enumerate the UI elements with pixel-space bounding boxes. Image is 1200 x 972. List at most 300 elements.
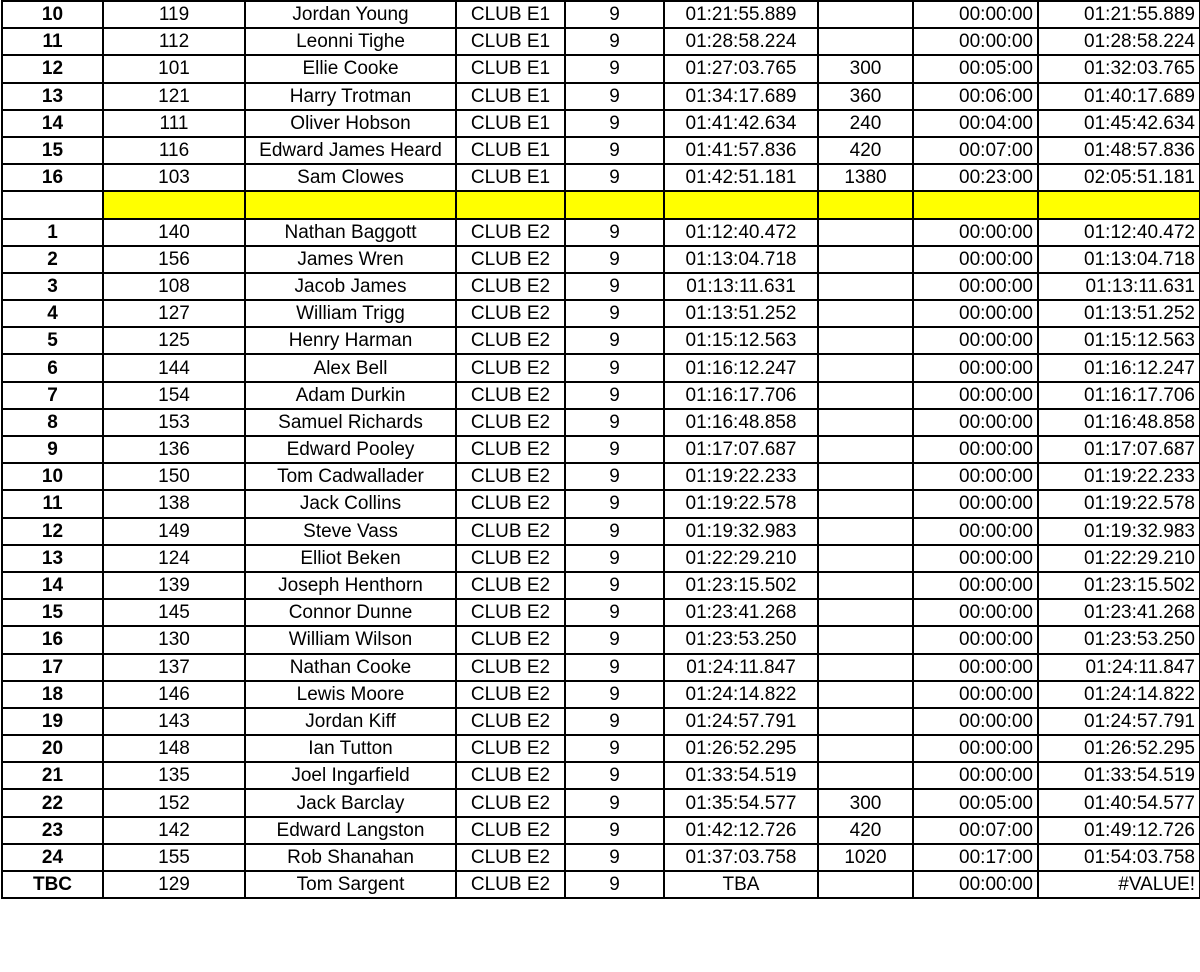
penalty-seconds-cell[interactable]: 1380 — [818, 164, 913, 191]
laps-cell[interactable]: 9 — [565, 626, 664, 653]
club-cell[interactable]: CLUB E2 — [456, 300, 565, 327]
race-number-cell[interactable]: 130 — [103, 626, 245, 653]
rider-name-cell[interactable]: Elliot Beken — [245, 545, 456, 572]
table-row — [2, 545, 1200, 572]
penalty-seconds-cell[interactable]: 420 — [818, 137, 913, 164]
final-time-cell[interactable]: 01:26:52.295 — [1038, 735, 1200, 762]
laps-cell[interactable]: 9 — [565, 844, 664, 871]
club-cell[interactable]: CLUB E2 — [456, 599, 565, 626]
race-number-cell[interactable]: 112 — [103, 28, 245, 55]
club-cell[interactable]: CLUB E2 — [456, 219, 565, 246]
race-number-cell[interactable]: 125 — [103, 327, 245, 354]
laps-cell[interactable]: 9 — [565, 463, 664, 490]
race-time-cell[interactable]: 01:23:53.250 — [664, 626, 818, 653]
final-time-cell[interactable]: 01:15:12.563 — [1038, 327, 1200, 354]
position-cell[interactable]: 15 — [2, 137, 103, 164]
position-cell[interactable]: 12 — [2, 55, 103, 82]
penalty-time-cell[interactable]: 00:00:00 — [913, 599, 1038, 626]
position-cell[interactable]: 14 — [2, 572, 103, 599]
race-number-cell[interactable]: 124 — [103, 545, 245, 572]
penalty-seconds-cell[interactable]: 360 — [818, 83, 913, 110]
race-time-cell[interactable]: 01:22:29.210 — [664, 545, 818, 572]
laps-cell[interactable]: 9 — [565, 490, 664, 517]
penalty-time-cell[interactable]: 00:00:00 — [913, 1, 1038, 28]
race-number-cell[interactable]: 103 — [103, 164, 245, 191]
penalty-time-cell[interactable]: 00:00:00 — [913, 246, 1038, 273]
club-cell[interactable]: CLUB E2 — [456, 382, 565, 409]
race-number-cell[interactable]: 142 — [103, 817, 245, 844]
club-cell[interactable]: CLUB E2 — [456, 708, 565, 735]
penalty-seconds-cell[interactable] — [818, 681, 913, 708]
penalty-time-cell[interactable]: 00:05:00 — [913, 55, 1038, 82]
penalty-time-cell[interactable]: 00:17:00 — [913, 844, 1038, 871]
penalty-seconds-cell[interactable] — [818, 300, 913, 327]
race-number-cell[interactable]: 143 — [103, 708, 245, 735]
final-time-cell[interactable]: 01:16:17.706 — [1038, 382, 1200, 409]
race-number-cell[interactable]: 121 — [103, 83, 245, 110]
penalty-time-cell[interactable]: 00:00:00 — [913, 871, 1038, 898]
rider-name-cell[interactable]: Henry Harman — [245, 327, 456, 354]
laps-cell[interactable]: 9 — [565, 83, 664, 110]
laps-cell[interactable]: 9 — [565, 137, 664, 164]
club-cell[interactable]: CLUB E1 — [456, 137, 565, 164]
race-time-cell[interactable]: 01:16:17.706 — [664, 382, 818, 409]
final-time-cell[interactable]: 01:19:32.983 — [1038, 518, 1200, 545]
position-cell[interactable]: 12 — [2, 518, 103, 545]
final-time-cell[interactable]: 01:23:41.268 — [1038, 599, 1200, 626]
penalty-seconds-cell[interactable] — [818, 436, 913, 463]
rider-name-cell[interactable]: Adam Durkin — [245, 382, 456, 409]
penalty-seconds-cell[interactable] — [818, 219, 913, 246]
rider-name-cell[interactable]: Jordan Kiff — [245, 708, 456, 735]
penalty-seconds-cell[interactable] — [818, 28, 913, 55]
penalty-time-cell[interactable]: 00:00:00 — [913, 518, 1038, 545]
penalty-time-cell[interactable]: 00:00:00 — [913, 708, 1038, 735]
position-cell[interactable]: 6 — [2, 354, 103, 381]
position-cell[interactable]: 1 — [2, 219, 103, 246]
race-time-cell[interactable]: 01:42:12.726 — [664, 817, 818, 844]
position-cell[interactable]: 16 — [2, 626, 103, 653]
race-number-cell[interactable]: 154 — [103, 382, 245, 409]
laps-cell[interactable]: 9 — [565, 436, 664, 463]
race-number-cell[interactable]: 136 — [103, 436, 245, 463]
final-time-cell[interactable]: 01:16:48.858 — [1038, 409, 1200, 436]
penalty-seconds-cell[interactable] — [818, 545, 913, 572]
club-cell[interactable]: CLUB E1 — [456, 1, 565, 28]
race-time-cell[interactable]: 01:16:12.247 — [664, 354, 818, 381]
club-cell[interactable]: CLUB E2 — [456, 871, 565, 898]
laps-cell[interactable]: 9 — [565, 219, 664, 246]
club-cell[interactable]: CLUB E2 — [456, 545, 565, 572]
penalty-time-cell[interactable]: 00:00:00 — [913, 436, 1038, 463]
final-time-cell[interactable]: 01:17:07.687 — [1038, 436, 1200, 463]
rider-name-cell[interactable]: James Wren — [245, 246, 456, 273]
race-time-cell[interactable]: 01:19:32.983 — [664, 518, 818, 545]
race-number-cell[interactable]: 149 — [103, 518, 245, 545]
position-cell[interactable]: 13 — [2, 83, 103, 110]
race-time-cell[interactable]: 01:42:51.181 — [664, 164, 818, 191]
race-time-cell[interactable]: 01:21:55.889 — [664, 1, 818, 28]
club-cell[interactable]: CLUB E2 — [456, 409, 565, 436]
club-cell[interactable]: CLUB E2 — [456, 654, 565, 681]
position-cell[interactable]: 21 — [2, 762, 103, 789]
separator-cell[interactable] — [456, 191, 565, 218]
penalty-time-cell[interactable]: 00:04:00 — [913, 110, 1038, 137]
rider-name-cell[interactable]: Lewis Moore — [245, 681, 456, 708]
penalty-time-cell[interactable]: 00:06:00 — [913, 83, 1038, 110]
penalty-time-cell[interactable]: 00:00:00 — [913, 219, 1038, 246]
position-cell[interactable]: 8 — [2, 409, 103, 436]
race-time-cell[interactable]: 01:13:51.252 — [664, 300, 818, 327]
race-time-cell[interactable]: 01:33:54.519 — [664, 762, 818, 789]
final-time-cell[interactable]: 01:45:42.634 — [1038, 110, 1200, 137]
laps-cell[interactable]: 9 — [565, 1, 664, 28]
rider-name-cell[interactable]: Tom Cadwallader — [245, 463, 456, 490]
club-cell[interactable]: CLUB E2 — [456, 681, 565, 708]
final-time-cell[interactable]: 02:05:51.181 — [1038, 164, 1200, 191]
club-cell[interactable]: CLUB E2 — [456, 246, 565, 273]
penalty-seconds-cell[interactable] — [818, 327, 913, 354]
penalty-time-cell[interactable]: 00:00:00 — [913, 300, 1038, 327]
final-time-cell[interactable]: 01:24:57.791 — [1038, 708, 1200, 735]
club-cell[interactable]: CLUB E2 — [456, 273, 565, 300]
final-time-cell[interactable]: 01:40:17.689 — [1038, 83, 1200, 110]
race-number-cell[interactable]: 146 — [103, 681, 245, 708]
rider-name-cell[interactable]: Ian Tutton — [245, 735, 456, 762]
penalty-seconds-cell[interactable] — [818, 762, 913, 789]
final-time-cell[interactable]: 01:23:53.250 — [1038, 626, 1200, 653]
position-cell[interactable]: 11 — [2, 28, 103, 55]
penalty-seconds-cell[interactable] — [818, 735, 913, 762]
table-row — [2, 871, 1200, 898]
final-time-cell[interactable]: 01:24:14.822 — [1038, 681, 1200, 708]
final-time-cell[interactable]: 01:22:29.210 — [1038, 545, 1200, 572]
club-cell[interactable]: CLUB E1 — [456, 55, 565, 82]
laps-cell[interactable]: 9 — [565, 273, 664, 300]
position-cell[interactable]: 24 — [2, 844, 103, 871]
race-number-cell[interactable]: 116 — [103, 137, 245, 164]
rider-name-cell[interactable]: Nathan Cooke — [245, 654, 456, 681]
penalty-time-cell[interactable]: 00:07:00 — [913, 137, 1038, 164]
club-cell[interactable]: CLUB E2 — [456, 762, 565, 789]
laps-cell[interactable]: 9 — [565, 871, 664, 898]
club-cell[interactable]: CLUB E1 — [456, 83, 565, 110]
club-cell[interactable]: CLUB E1 — [456, 110, 565, 137]
penalty-time-cell[interactable]: 00:00:00 — [913, 463, 1038, 490]
race-number-cell[interactable]: 108 — [103, 273, 245, 300]
penalty-seconds-cell[interactable] — [818, 654, 913, 681]
race-number-cell[interactable]: 145 — [103, 599, 245, 626]
laps-cell[interactable]: 9 — [565, 654, 664, 681]
penalty-seconds-cell[interactable] — [818, 382, 913, 409]
laps-cell[interactable]: 9 — [565, 789, 664, 816]
laps-cell[interactable]: 9 — [565, 300, 664, 327]
penalty-seconds-cell[interactable] — [818, 246, 913, 273]
penalty-time-cell[interactable]: 00:00:00 — [913, 327, 1038, 354]
penalty-seconds-cell[interactable] — [818, 871, 913, 898]
race-time-cell[interactable]: 01:35:54.577 — [664, 789, 818, 816]
position-cell[interactable]: 14 — [2, 110, 103, 137]
race-number-cell[interactable]: 138 — [103, 490, 245, 517]
penalty-seconds-cell[interactable] — [818, 572, 913, 599]
position-cell[interactable]: 20 — [2, 735, 103, 762]
separator-cell[interactable] — [913, 191, 1038, 218]
rider-name-cell[interactable]: Joseph Henthorn — [245, 572, 456, 599]
rider-name-cell[interactable]: Alex Bell — [245, 354, 456, 381]
separator-cell[interactable] — [1038, 191, 1200, 218]
penalty-seconds-cell[interactable]: 300 — [818, 55, 913, 82]
club-cell[interactable]: CLUB E1 — [456, 28, 565, 55]
final-time-cell[interactable]: 01:28:58.224 — [1038, 28, 1200, 55]
penalty-seconds-cell[interactable] — [818, 409, 913, 436]
penalty-seconds-cell[interactable] — [818, 518, 913, 545]
final-time-cell[interactable]: 01:19:22.578 — [1038, 490, 1200, 517]
separator-cell[interactable] — [818, 191, 913, 218]
race-number-cell[interactable]: 101 — [103, 55, 245, 82]
race-time-cell[interactable]: 01:12:40.472 — [664, 219, 818, 246]
laps-cell[interactable]: 9 — [565, 55, 664, 82]
position-cell[interactable]: 22 — [2, 789, 103, 816]
position-cell[interactable]: 19 — [2, 708, 103, 735]
rider-name-cell[interactable]: Nathan Baggott — [245, 219, 456, 246]
separator-cell[interactable] — [664, 191, 818, 218]
race-number-cell[interactable]: 137 — [103, 654, 245, 681]
separator-cell[interactable] — [565, 191, 664, 218]
final-time-cell[interactable]: 01:13:11.631 — [1038, 273, 1200, 300]
separator-cell[interactable] — [2, 191, 103, 218]
race-number-cell[interactable]: 127 — [103, 300, 245, 327]
position-cell[interactable]: 10 — [2, 1, 103, 28]
position-cell[interactable]: 5 — [2, 327, 103, 354]
final-time-cell[interactable]: 01:13:51.252 — [1038, 300, 1200, 327]
final-time-cell[interactable]: 01:19:22.233 — [1038, 463, 1200, 490]
final-time-cell[interactable]: 01:33:54.519 — [1038, 762, 1200, 789]
rider-name-cell[interactable]: Oliver Hobson — [245, 110, 456, 137]
penalty-seconds-cell[interactable] — [818, 1, 913, 28]
penalty-time-cell[interactable]: 00:00:00 — [913, 382, 1038, 409]
laps-cell[interactable]: 9 — [565, 817, 664, 844]
penalty-time-cell[interactable]: 00:23:00 — [913, 164, 1038, 191]
penalty-time-cell[interactable]: 00:00:00 — [913, 681, 1038, 708]
penalty-time-cell[interactable]: 00:00:00 — [913, 762, 1038, 789]
final-time-cell[interactable]: 01:32:03.765 — [1038, 55, 1200, 82]
race-time-cell[interactable]: 01:13:04.718 — [664, 246, 818, 273]
race-time-cell[interactable]: 01:26:52.295 — [664, 735, 818, 762]
race-time-cell[interactable]: 01:13:11.631 — [664, 273, 818, 300]
final-time-cell[interactable]: 01:54:03.758 — [1038, 844, 1200, 871]
position-cell[interactable]: 13 — [2, 545, 103, 572]
penalty-time-cell[interactable]: 00:00:00 — [913, 545, 1038, 572]
race-number-cell[interactable]: 155 — [103, 844, 245, 871]
final-time-cell[interactable]: 01:12:40.472 — [1038, 219, 1200, 246]
final-time-cell[interactable]: 01:24:11.847 — [1038, 654, 1200, 681]
race-number-cell[interactable]: 140 — [103, 219, 245, 246]
race-time-cell[interactable]: 01:41:42.634 — [664, 110, 818, 137]
position-cell[interactable]: 2 — [2, 246, 103, 273]
race-time-cell[interactable]: 01:16:48.858 — [664, 409, 818, 436]
penalty-seconds-cell[interactable] — [818, 490, 913, 517]
club-cell[interactable]: CLUB E2 — [456, 735, 565, 762]
position-cell[interactable]: 15 — [2, 599, 103, 626]
club-cell[interactable]: CLUB E2 — [456, 490, 565, 517]
position-cell[interactable]: 18 — [2, 681, 103, 708]
club-cell[interactable]: CLUB E2 — [456, 327, 565, 354]
race-time-cell[interactable]: 01:23:41.268 — [664, 599, 818, 626]
separator-cell[interactable] — [103, 191, 245, 218]
race-number-cell[interactable]: 153 — [103, 409, 245, 436]
penalty-seconds-cell[interactable] — [818, 463, 913, 490]
penalty-time-cell[interactable]: 00:07:00 — [913, 817, 1038, 844]
final-time-cell[interactable]: 01:49:12.726 — [1038, 817, 1200, 844]
club-cell[interactable]: CLUB E2 — [456, 518, 565, 545]
penalty-seconds-cell[interactable] — [818, 273, 913, 300]
rider-name-cell[interactable]: Edward James Heard — [245, 137, 456, 164]
laps-cell[interactable]: 9 — [565, 518, 664, 545]
position-cell[interactable]: 10 — [2, 463, 103, 490]
club-cell[interactable]: CLUB E2 — [456, 463, 565, 490]
rider-name-cell[interactable]: William Trigg — [245, 300, 456, 327]
penalty-seconds-cell[interactable]: 1020 — [818, 844, 913, 871]
club-cell[interactable]: CLUB E2 — [456, 817, 565, 844]
rider-name-cell[interactable]: Jack Collins — [245, 490, 456, 517]
rider-name-cell[interactable]: Jordan Young — [245, 1, 456, 28]
race-time-cell[interactable]: 01:24:57.791 — [664, 708, 818, 735]
race-number-cell[interactable]: 148 — [103, 735, 245, 762]
rider-name-cell[interactable]: Samuel Richards — [245, 409, 456, 436]
position-cell[interactable]: TBC — [2, 871, 103, 898]
penalty-seconds-cell[interactable]: 420 — [818, 817, 913, 844]
rider-name-cell[interactable]: William Wilson — [245, 626, 456, 653]
final-time-cell[interactable]: 01:40:54.577 — [1038, 789, 1200, 816]
laps-cell[interactable]: 9 — [565, 572, 664, 599]
rider-name-cell[interactable]: Tom Sargent — [245, 871, 456, 898]
rider-name-cell[interactable]: Joel Ingarfield — [245, 762, 456, 789]
final-time-cell[interactable]: 01:16:12.247 — [1038, 354, 1200, 381]
position-cell[interactable]: 17 — [2, 654, 103, 681]
race-time-cell[interactable]: TBA — [664, 871, 818, 898]
penalty-seconds-cell[interactable] — [818, 599, 913, 626]
laps-cell[interactable]: 9 — [565, 354, 664, 381]
final-time-cell[interactable]: 01:21:55.889 — [1038, 1, 1200, 28]
position-cell[interactable]: 16 — [2, 164, 103, 191]
position-cell[interactable]: 23 — [2, 817, 103, 844]
race-time-cell[interactable]: 01:23:15.502 — [664, 572, 818, 599]
laps-cell[interactable]: 9 — [565, 735, 664, 762]
rider-name-cell[interactable]: Jacob James — [245, 273, 456, 300]
penalty-time-cell[interactable]: 00:00:00 — [913, 28, 1038, 55]
race-time-cell[interactable]: 01:15:12.563 — [664, 327, 818, 354]
race-time-cell[interactable]: 01:28:58.224 — [664, 28, 818, 55]
race-time-cell[interactable]: 01:24:11.847 — [664, 654, 818, 681]
laps-cell[interactable]: 9 — [565, 409, 664, 436]
penalty-seconds-cell[interactable] — [818, 708, 913, 735]
race-time-cell[interactable]: 01:41:57.836 — [664, 137, 818, 164]
club-cell[interactable]: CLUB E2 — [456, 572, 565, 599]
club-cell[interactable]: CLUB E1 — [456, 164, 565, 191]
laps-cell[interactable]: 9 — [565, 28, 664, 55]
penalty-time-cell[interactable]: 00:00:00 — [913, 572, 1038, 599]
penalty-seconds-cell[interactable] — [818, 626, 913, 653]
rider-name-cell[interactable]: Jack Barclay — [245, 789, 456, 816]
race-number-cell[interactable]: 150 — [103, 463, 245, 490]
laps-cell[interactable]: 9 — [565, 545, 664, 572]
laps-cell[interactable]: 9 — [565, 681, 664, 708]
penalty-time-cell[interactable]: 00:00:00 — [913, 626, 1038, 653]
penalty-time-cell[interactable]: 00:00:00 — [913, 273, 1038, 300]
race-number-cell[interactable]: 152 — [103, 789, 245, 816]
penalty-seconds-cell[interactable]: 240 — [818, 110, 913, 137]
race-number-cell[interactable]: 129 — [103, 871, 245, 898]
race-time-cell[interactable]: 01:24:14.822 — [664, 681, 818, 708]
race-number-cell[interactable]: 144 — [103, 354, 245, 381]
club-cell[interactable]: CLUB E2 — [456, 436, 565, 463]
penalty-seconds-cell[interactable] — [818, 354, 913, 381]
race-time-cell[interactable]: 01:19:22.233 — [664, 463, 818, 490]
penalty-seconds-cell[interactable]: 300 — [818, 789, 913, 816]
rider-name-cell[interactable]: Leonni Tighe — [245, 28, 456, 55]
rider-name-cell[interactable]: Edward Langston — [245, 817, 456, 844]
penalty-time-cell[interactable]: 00:05:00 — [913, 789, 1038, 816]
penalty-time-cell[interactable]: 00:00:00 — [913, 409, 1038, 436]
laps-cell[interactable]: 9 — [565, 110, 664, 137]
laps-cell[interactable]: 9 — [565, 164, 664, 191]
penalty-time-cell[interactable]: 00:00:00 — [913, 354, 1038, 381]
race-number-cell[interactable]: 139 — [103, 572, 245, 599]
club-cell[interactable]: CLUB E2 — [456, 626, 565, 653]
race-number-cell[interactable]: 111 — [103, 110, 245, 137]
penalty-time-cell[interactable]: 00:00:00 — [913, 735, 1038, 762]
rider-name-cell[interactable]: Harry Trotman — [245, 83, 456, 110]
race-time-cell[interactable]: 01:19:22.578 — [664, 490, 818, 517]
position-cell[interactable]: 7 — [2, 382, 103, 409]
rider-name-cell[interactable]: Sam Clowes — [245, 164, 456, 191]
race-time-cell[interactable]: 01:34:17.689 — [664, 83, 818, 110]
final-time-cell[interactable]: 01:13:04.718 — [1038, 246, 1200, 273]
club-cell[interactable]: CLUB E2 — [456, 354, 565, 381]
rider-name-cell[interactable]: Steve Vass — [245, 518, 456, 545]
table-row — [2, 83, 1200, 110]
race-number-cell[interactable]: 135 — [103, 762, 245, 789]
laps-cell[interactable]: 9 — [565, 599, 664, 626]
penalty-time-cell[interactable]: 00:00:00 — [913, 654, 1038, 681]
laps-cell[interactable]: 9 — [565, 246, 664, 273]
club-cell[interactable]: CLUB E2 — [456, 844, 565, 871]
position-cell[interactable]: 9 — [2, 436, 103, 463]
rider-name-cell[interactable]: Connor Dunne — [245, 599, 456, 626]
race-time-cell[interactable]: 01:37:03.758 — [664, 844, 818, 871]
laps-cell[interactable]: 9 — [565, 762, 664, 789]
race-number-cell[interactable]: 119 — [103, 1, 245, 28]
laps-cell[interactable]: 9 — [565, 382, 664, 409]
position-cell[interactable]: 4 — [2, 300, 103, 327]
rider-name-cell[interactable]: Edward Pooley — [245, 436, 456, 463]
club-cell[interactable]: CLUB E2 — [456, 789, 565, 816]
laps-cell[interactable]: 9 — [565, 327, 664, 354]
race-time-cell[interactable]: 01:27:03.765 — [664, 55, 818, 82]
rider-name-cell[interactable]: Rob Shanahan — [245, 844, 456, 871]
penalty-time-cell[interactable]: 00:00:00 — [913, 490, 1038, 517]
separator-cell[interactable] — [245, 191, 456, 218]
position-cell[interactable]: 11 — [2, 490, 103, 517]
race-number-cell[interactable]: 156 — [103, 246, 245, 273]
position-cell[interactable]: 3 — [2, 273, 103, 300]
final-time-cell[interactable]: 01:48:57.836 — [1038, 137, 1200, 164]
race-time-cell[interactable]: 01:17:07.687 — [664, 436, 818, 463]
final-time-cell[interactable]: #VALUE! — [1038, 871, 1200, 898]
final-time-cell[interactable]: 01:23:15.502 — [1038, 572, 1200, 599]
rider-name-cell[interactable]: Ellie Cooke — [245, 55, 456, 82]
laps-cell[interactable]: 9 — [565, 708, 664, 735]
